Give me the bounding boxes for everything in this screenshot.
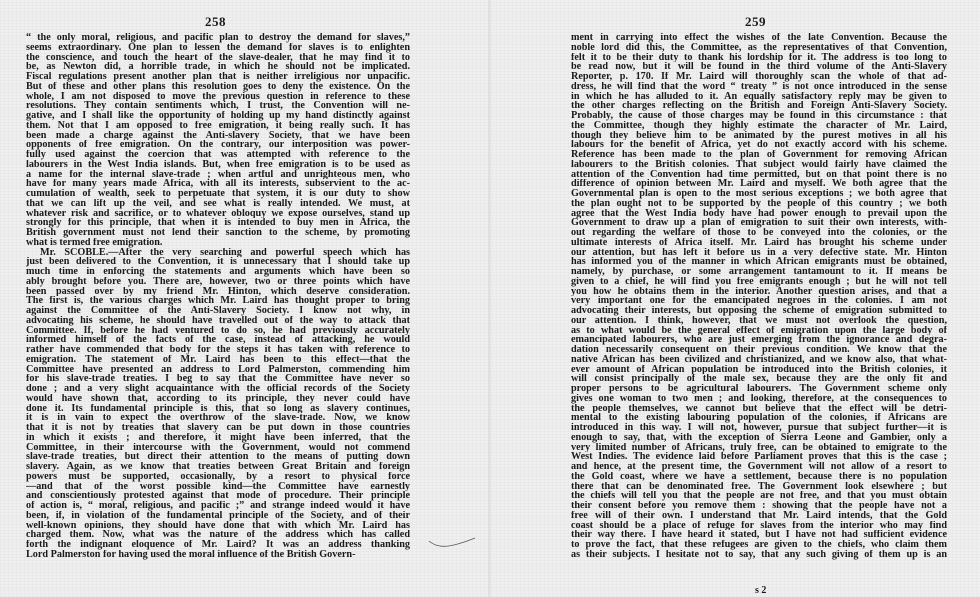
text-line: Reporter, p. 170. If Mr. Laird will thoroughly scan the whole of that ad- [571,72,947,82]
text-line: gative, and I shall like the opportunity of holding up my hand distinctly against [26,111,410,121]
text-line: cumulation of wealth, seek to perpetuate that system, it is our duty to show [26,189,410,199]
text-line: slave-trade treaties, but direct their attention to the means of putting down [26,452,410,462]
text-line: dation necessarily consequent on their previous condition. We know that the [571,345,947,355]
text-line: namely, by purchase, or some arrangement tantamount to it. If means be [571,267,947,277]
text-line: ably brought before you. There are, however, two or three points which have [26,276,410,287]
text-line: Governmental plan is open to the most serious exceptions ; we both agree that [571,189,947,199]
text-line: Probably, the cause of those charges may be found in this circumstance : that [571,111,947,121]
page-number: 259 [745,14,766,29]
text-line: much time in enforcing the statements and arguments which have been so [26,267,410,277]
text-line: done ; and a very slight acquaintance with the official records of the Society [26,384,410,394]
text-line: their way there. I have heard it stated, but I have not had sufficient evidence [571,530,947,540]
text-line: whole, I am not disposed to move the previous question in reference to these [26,91,410,102]
text-line: our attention, but has left it before us in a very defective state. Mr. Hinton [571,247,947,258]
text-line: seems extraordinary. One plan to lessen the demand for slaves is to enlighten [26,42,410,53]
text-line: gives one woman to two men ; and looking, therefore, at the consequences to [571,393,947,404]
text-line: the other charges reflecting on the British and Foreign Anti-Slavery Society. [571,101,947,111]
text-line: slavery. Again, as we know that treaties between Great Britain and foreign [26,462,410,472]
text-line: Mr. SCOBLE.—After the very searching and powerful speech which has [40,247,410,258]
text-line: the Gold coast, where we have a settlement, because there is no population [571,471,947,482]
text-line: out regarding the welfare of those to be conveyed into the colonies, or the [571,228,947,238]
text-line: it is in vain to expect the overthrow of the slave-trade. Now, we know [26,413,410,423]
text-line: Fiscal regulations present another plan that is neither irreligious nor unpacific. [26,72,410,82]
text-line: the plan ought not to be supported by the people of this country ; we both [571,198,947,209]
text-line: emancipated labourers, who are just emerging from the ignorance and degra- [571,335,947,345]
text-line: —and that of the worst possible kind—the Committee have earnestly [26,481,410,492]
text-line: the people themselves, we cannot but believe that the effect will be detri- [571,403,947,414]
text-line: But of these and other plans this resolution goes to deny the existence. On the [26,81,410,92]
text-line: Committee. If, before he had ventured to do so, he had previously accurately [26,325,410,336]
text-line: noble lord did this, the Committee, as the representatives of that Convention, [571,42,947,53]
text-line: there that can be denominated free. The Government look elsewhere ; but [571,481,947,492]
text-line: difference of opinion between Mr. Laird and myself. We both agree that the [571,179,947,189]
text-line: be read now, but it will be found in the third volume of the Anti-Slavery [571,62,947,72]
text-line: has informed you of the manner in which African emigrants must be obtained, [571,257,947,267]
text-line: proper persons to be agricultural labourers. The Government scheme only [571,384,947,394]
text-line: free will of their own. I understand that Mr. Laird intends, that the Gold [571,510,947,521]
text-line: emigration. The statement of Mr. Laird has been to this effect—that the [26,354,410,365]
text-line: advocating his scheme, he should have travelled out of the way to attack that [26,315,410,326]
text-line: agree that the West India body have had power enough to prevail upon the [571,208,947,219]
text-line: ment in carrying into effect the wishes of the late Convention. Because the [571,33,947,43]
text-line: have for many years made Africa, with all its interests, subservient to the ac- [26,179,410,189]
text-line: our attention. I think, however, that we must not overlook the question, [571,315,947,326]
text-line: coast should be a place of refuge for slaves from the interior who may find [571,520,947,531]
signature-mark: s 2 [755,585,767,596]
text-line: the conscience, and touch the heart of the slave-dealer, that he may find it to [26,52,410,63]
text-line: given to a chief, he will find you free emigrants enough ; but he will not tell [571,276,947,287]
text-line: rather have commended that body for the steps it has taken with reference to [26,345,410,355]
text-line: in which it exists ; and therefore, it might have been inferred, that the [26,432,410,443]
text-line: labourers to the British colonies. That subject would fairly have claimed the [571,159,947,170]
text-line: the chiefs will tell you that the people are not free, and that you must obtain [571,491,947,501]
text-line: West Indies. The evidence laid before Parliament proves that this is the case ; [571,452,947,462]
text-line: in which he has alluded to it. An equally satisfactory reply may be given to [571,91,947,102]
text-line: them. Not that I am opposed to free emigration, it being really such. It has [26,120,410,131]
text-line: of action is, “ moral, religious, and pacific ;” and strange indeed would it have [26,501,410,511]
pen-stroke-mark [428,537,476,551]
text-line: would have shown that, according to its principle, they never could have [26,393,410,404]
text-line: as their subjects. I hesitate not to say, that any such giving of them up is an [571,549,947,560]
text-line: British government must not lend their sanction to the scheme, by promoting [26,228,410,238]
text-line: resolutions. They contain sentiments which, I trust, the Convention will ne- [26,101,410,111]
text-line: charged them. Now, what was the nature of the address which has called [26,530,410,540]
text-line: be, as Newton did, a horrible trade, in which he should not be implicated. [26,62,410,72]
text-line: will consist principally of the male sex, because they are the only fit and [571,374,947,384]
text-line: and conscientiously protested against that mode of procedure. Their principle [26,491,410,501]
body-text [571,33,947,560]
text-line: informed himself of the facts of the case, instead of attacking, he would [26,335,410,345]
text-line: fully used against the coercion that was attempted with reference to the [26,150,410,160]
text-line: powers must be supported, occasionally, by a resort to physical force [26,471,410,482]
text-line: very important one for the emancipated negroes in the colonies. I am not [571,296,947,306]
text-line: whatever risk and sacrifice, or to whatever obloquy we expose ourselves, stand up [26,208,410,219]
text-line: what is termed free emigration. [26,237,163,248]
text-line: labours for the benefit of Africa, yet do not exactly accord with his scheme. [571,140,947,150]
text-line: Committee have presented an address to Lord Palmerston, commending him [26,364,410,375]
text-line: to prove the fact, that these refugees are given to the chiefs, who claim them [571,540,947,550]
text-line: Lord Palmerston for having used the moral influence of the British Govern- [26,549,356,560]
text-line: that we can lift up the veil, and see what is really intended. We must, at [26,198,410,209]
text-line: forth the indignant eloquence of Mr. Laird? It was an address thanking [26,540,410,550]
text-line: enough to say, that, with the exception of Sierra Leone and Gambier, only a [571,432,947,443]
text-line: Government to draw up a plan of emigration to suit their own interests, with- [571,218,947,228]
text-line: for his slave-trade treaties. I beg to say that the Committee have never so [26,374,410,384]
text-line: well-known opinions, they should have done that with which Mr. Laird has [26,520,410,531]
text-line: The first is, the various charges which Mr. Laird has thought proper to bring [26,296,410,306]
text-line: Committee, in their intercourse with the Government, would not commend [26,442,410,453]
text-line: a name for the internal slave-trade ; when artful and unrighteous men, who [26,169,410,180]
text-line: felt it to be their duty to thank his lordship for it. The address is too long to [571,52,947,63]
text-line: against the Committee of the Anti-Slavery Society. I know not why, in [26,306,410,316]
text-line: as to what would be the general effect of emigration upon the large body of [571,325,947,336]
text-line: and hence, at the present time, the Government will not allow of a resort to [571,462,947,472]
text-line: though they believe him to be animated by the purest motives in all his [571,130,947,141]
text-line: ultimate interests of Africa itself. Mr. Laird has brought his scheme under [571,237,947,248]
body-text [26,33,410,560]
text-line: that it is not by treaties that slavery can be put down in those countries [26,423,410,433]
text-line: “ the only moral, religious, and pacific plan to destroy the demand for slaves,” [26,33,410,43]
text-line: the Committee, though they highly estimate the character of Mr. Laird, [571,120,947,131]
page-number: 258 [205,14,226,29]
text-line: opponents of free emigration. On the contrary, our interposition was power- [26,140,410,150]
text-line: dress, he will find that the word “ treaty ” is not once introduced in the sense [571,81,947,92]
text-line: strongly for this principle, that when it is intended to buy men in Africa, the [26,218,410,228]
text-line: introduced in this way. I will not, however, pursue that subject further—it is [571,423,947,433]
text-line: native African has been civilized and christianized, and we know also, that what- [571,354,947,365]
text-line: advocating their interests, but opposing the scheme of emigration submitted to [571,306,947,316]
text-line: just been delivered to the Convention, it is unnecessary that I should take up [26,257,410,267]
text-line: you how he obtains them in the interior. Another question arises, and that a [571,286,947,297]
text-line: mental to the existing labouring population of the colonies, if Africans are [571,413,947,423]
text-line: done it. Its fundamental principle is this, that so long as slavery continues, [26,403,410,414]
text-line: labourers in the West India islands. But, when free emigration is to be used as [26,159,410,170]
text-line: ever amount of African population be introduced into the British colonies, it [571,364,947,375]
text-line: been made a charge against the Anti-slavery Society, that we have been [26,130,410,141]
text-line: attention of the Convention had time permitted, but on that point there is no [571,169,947,180]
right-page [490,0,980,597]
text-line: their consent before you remove them : showing that the people have not a [571,501,947,511]
text-line: Reference has been made to the plan of Government for removing African [571,150,947,160]
text-line: been, if, in violation of the fundamental principle of the Society, and of their [26,510,410,521]
text-line: very limited number of Africans, truly free, can be obtained to emigrate to the [571,442,947,453]
text-line: been passed over by my friend Mr. Hinton, which deserve consideration. [26,286,410,297]
